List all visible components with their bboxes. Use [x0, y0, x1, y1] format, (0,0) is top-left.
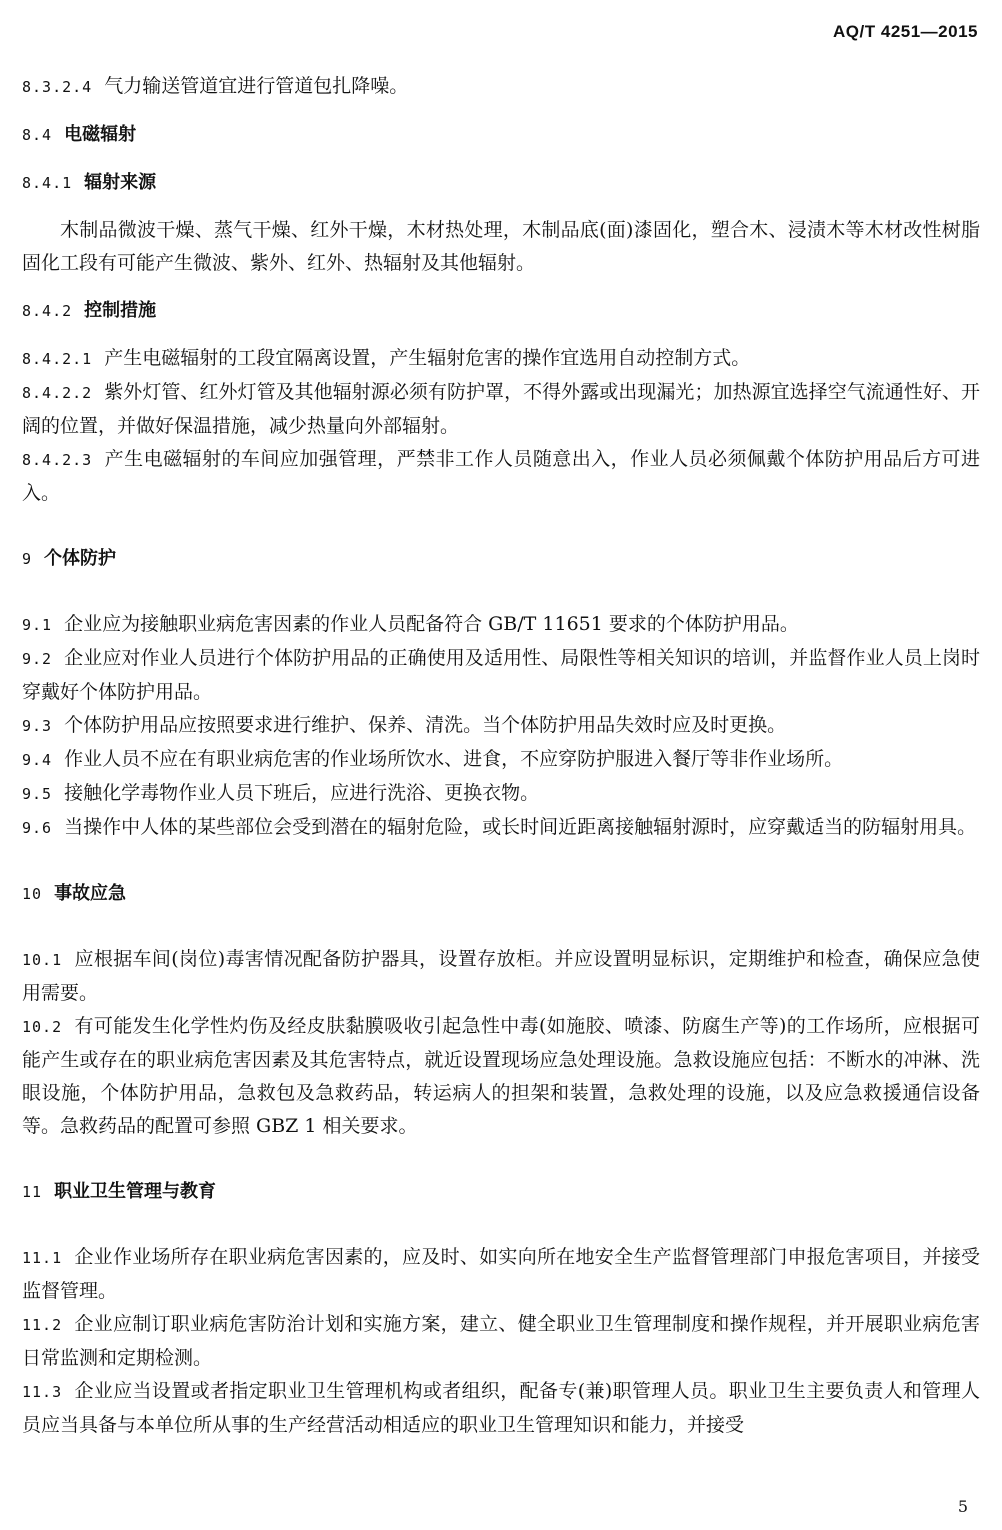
clause-number: 9.6: [22, 819, 53, 837]
section-title: 控制措施: [84, 300, 157, 321]
clause-text: 产生电磁辐射的车间应加强管理，严禁非工作人员随意出入，作业人员必须佩戴个体防护用品后方可进入。: [22, 448, 980, 504]
paragraph-radiation-sources: 木制品微波干燥、蒸气干燥、红外干燥，木材热处理，木制品底(面)漆固化，塑合木、浸渍木等木材改性树脂固化工段有可能产生微波、紫外、红外、热辐射及其他辐射。: [22, 219, 980, 274]
section-title: 辐射来源: [84, 172, 157, 193]
clause-9-4: [22, 743, 980, 777]
page-content: [22, 70, 980, 1442]
clause-8-3-2-4: [22, 70, 980, 104]
section-title: 职业卫生管理与教育: [54, 1181, 217, 1202]
clause-text: 企业应当设置或者指定职业卫生管理机构或者组织，配备专(兼)职管理人员。职业卫生主要负责人和管理人员应当具备与本单位所从事的生产经营活动相适应的职业卫生管理知识和能力，并接受: [22, 1380, 980, 1436]
clause-8-4-2-2: [22, 376, 980, 443]
clause-number: 9.3: [22, 717, 53, 735]
clause-text: 企业应制订职业病危害防治计划和实施方案，建立、健全职业卫生管理制度和操作规程，并开展职业病危害日常监测和定期检测。: [22, 1313, 980, 1369]
section-heading-9: [22, 542, 980, 576]
clause-number: 11.1: [22, 1249, 63, 1267]
clause-text: 产生电磁辐射的工段宜隔离设置，产生辐射危害的操作宜选用自动控制方式。: [104, 347, 751, 369]
section-number: 8.4.2: [22, 302, 73, 320]
clause-number: 8.4.2.1: [22, 350, 93, 368]
clause-text: 当操作中人体的某些部位会受到潜在的辐射危险，或长时间近距离接触辐射源时，应穿戴适当的防辐射用具。: [64, 816, 977, 838]
clause-text: 紫外灯管、红外灯管及其他辐射源必须有防护罩，不得外露或出现漏光；加热源宜选择空气流通性好、开阔的位置，并做好保温措施，减少热量向外部辐射。: [22, 381, 980, 437]
section-number: 9: [22, 550, 33, 568]
clause-10-1: [22, 943, 980, 1010]
section-heading-10: [22, 877, 980, 911]
clause-text: 企业应为接触职业病危害因素的作业人员配备符合 GB/T 11651 要求的个体防护用品。: [64, 613, 799, 635]
section-heading-8-4-2: [22, 294, 980, 328]
clause-number: 8.3.2.4: [22, 78, 93, 96]
clause-10-2: [22, 1010, 980, 1143]
clause-text: 企业作业场所存在职业病危害因素的，应及时、如实向所在地安全生产监督管理部门申报危害项目，并接受监督管理。: [22, 1246, 980, 1302]
clause-number: 8.4.2.2: [22, 384, 93, 402]
clause-9-3: [22, 709, 980, 743]
clause-9-5: [22, 777, 980, 811]
clause-number: 9.2: [22, 650, 53, 668]
clause-11-1: [22, 1241, 980, 1308]
clause-text: 作业人员不应在有职业病危害的作业场所饮水、进食，不应穿防护服进入餐厅等非作业场所。: [64, 748, 844, 770]
page-number: 5: [957, 1497, 968, 1516]
section-title: 事故应急: [54, 883, 127, 904]
clause-number: 9.1: [22, 616, 53, 634]
clause-number: 8.4.2.3: [22, 451, 93, 469]
clause-9-1: [22, 608, 980, 642]
clause-8-4-2-1: [22, 342, 980, 376]
clause-11-2: [22, 1308, 980, 1375]
clause-text: 接触化学毒物作业人员下班后，应进行洗浴、更换衣物。: [64, 782, 540, 804]
clause-8-4-2-3: [22, 443, 980, 510]
clause-text: 气力输送管道宜进行管道包扎降噪。: [104, 75, 409, 97]
clause-number: 10.2: [22, 1018, 63, 1036]
clause-11-3: [22, 1375, 980, 1442]
clause-number: 9.5: [22, 785, 53, 803]
clause-text: 有可能发生化学性灼伤及经皮肤黏膜吸收引起急性中毒(如施胶、喷漆、防腐生产等)的工作场所，应根据可能产生或存在的职业病危害因素及其危害特点，就近设置现场应急处理设施。急救设施应包括：不断水的冲淋、洗眼设施，个体防护用品，急救包及急救药品，转运病人的担架和装置，急救处理的设施，以及应急救援通信设备等。急救药品的配置可参照 GBZ 1 相关要求。: [22, 1015, 980, 1137]
clause-9-2: [22, 642, 980, 709]
clause-number: 11.3: [22, 1383, 63, 1401]
section-heading-11: [22, 1175, 980, 1209]
section-number: 10: [22, 885, 43, 903]
clause-9-6: [22, 811, 980, 845]
clause-number: 10.1: [22, 951, 63, 969]
section-title: 电磁辐射: [64, 124, 137, 145]
section-heading-8-4: [22, 118, 980, 152]
clause-number: 11.2: [22, 1316, 63, 1334]
section-title: 个体防护: [44, 548, 117, 569]
clause-number: 9.4: [22, 751, 53, 769]
section-number: 8.4: [22, 126, 53, 144]
section-number: 11: [22, 1183, 43, 1201]
section-number: 8.4.1: [22, 174, 73, 192]
clause-text: 企业应对作业人员进行个体防护用品的正确使用及适用性、局限性等相关知识的培训，并监督作业人员上岗时穿戴好个体防护用品。: [22, 647, 980, 703]
clause-text: 应根据车间(岗位)毒害情况配备防护器具，设置存放柜。并应设置明显标识，定期维护和检查，确保应急使用需要。: [22, 948, 980, 1004]
clause-text: 个体防护用品应按照要求进行维护、保养、清洗。当个体防护用品失效时应及时更换。: [64, 714, 787, 736]
standard-code: AQ/T 4251—2015: [833, 22, 978, 41]
section-heading-8-4-1: [22, 166, 980, 200]
